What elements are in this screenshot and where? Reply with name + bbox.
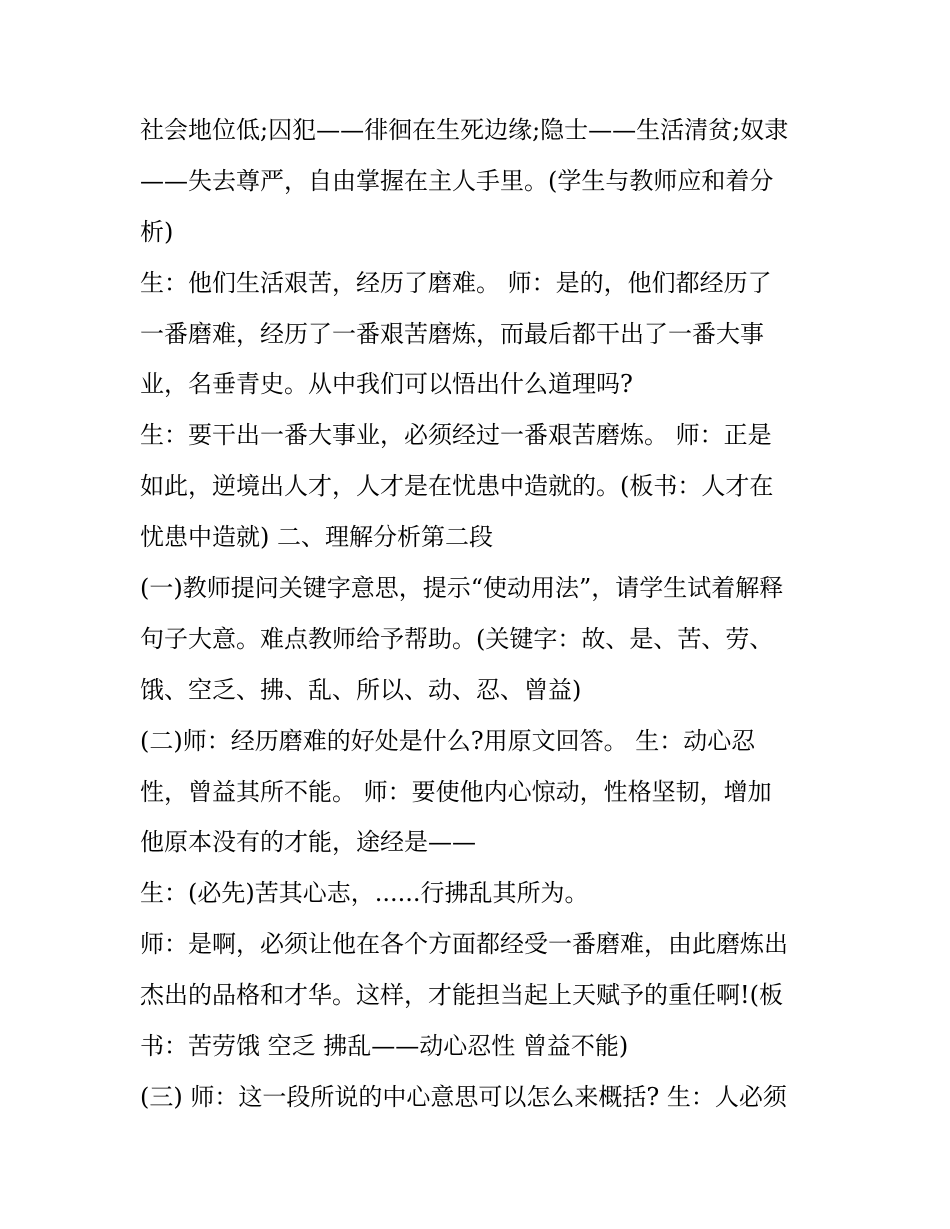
text-line-1: 社会地位低;囚犯——徘徊在生死边缘;隐士——生活清贫;奴隶: [140, 116, 789, 144]
text-line-20: (三) 师：这一段所说的中心意思可以怎么来概括? 生：人必须: [140, 1082, 787, 1111]
text-line-3: 析): [140, 217, 174, 246]
text-line-7: 生：要干出一番大事业，必须经过一番艰苦磨炼。 师：正是: [140, 421, 772, 450]
text-line-17: 师：是啊，必须让他在各个方面都经受一番磨难，由此磨炼出: [140, 930, 788, 959]
text-line-9: 忧患中造就) 二、理解分析第二段: [140, 523, 493, 552]
text-line-2: ——失去尊严，自由掌握在主人手里。(学生与教师应和着分: [140, 166, 774, 195]
text-line-11: 句子大意。难点教师给予帮助。(关键字：故、是、苦、劳、: [140, 624, 774, 653]
text-line-19: 书：苦劳饿 空乏 拂乱——动心忍性 曾益不能): [140, 1032, 629, 1061]
text-line-18: 杰出的品格和才华。这样，才能担当起上天赋予的重任啊!(板: [140, 981, 784, 1010]
text-line-15: 他原本没有的才能，途经是——: [140, 828, 476, 857]
text-line-4: 生：他们生活艰苦，经历了磨难。 师：是的，他们都经历了: [140, 268, 772, 297]
text-line-14: 性，曾益其所不能。 师：要使他内心惊动，性格坚韧，增加: [140, 777, 772, 806]
text-line-13: (二)师：经历磨难的好处是什么?用原文回答。 生：动心忍: [140, 726, 756, 755]
text-line-12: 饿、空乏、拂、乱、所以、动、忍、曾益): [140, 675, 582, 704]
text-line-16: 生：(必先)苦其心志，......行拂乱其所为。: [140, 879, 589, 908]
text-line-10: (一)教师提问关键字意思，提示“使动用法”，请学生试着解释: [140, 574, 784, 603]
text-line-5: 一番磨难，经历了一番艰苦磨炼，而最后都干出了一番大事: [140, 319, 764, 348]
body-text: [140, 105, 820, 1123]
text-line-6: 业，名垂青史。从中我们可以悟出什么道理吗?: [140, 370, 633, 399]
text-line-8: 如此，逆境出人才，人才是在忧患中造就的。(板书：人才在: [140, 472, 774, 501]
